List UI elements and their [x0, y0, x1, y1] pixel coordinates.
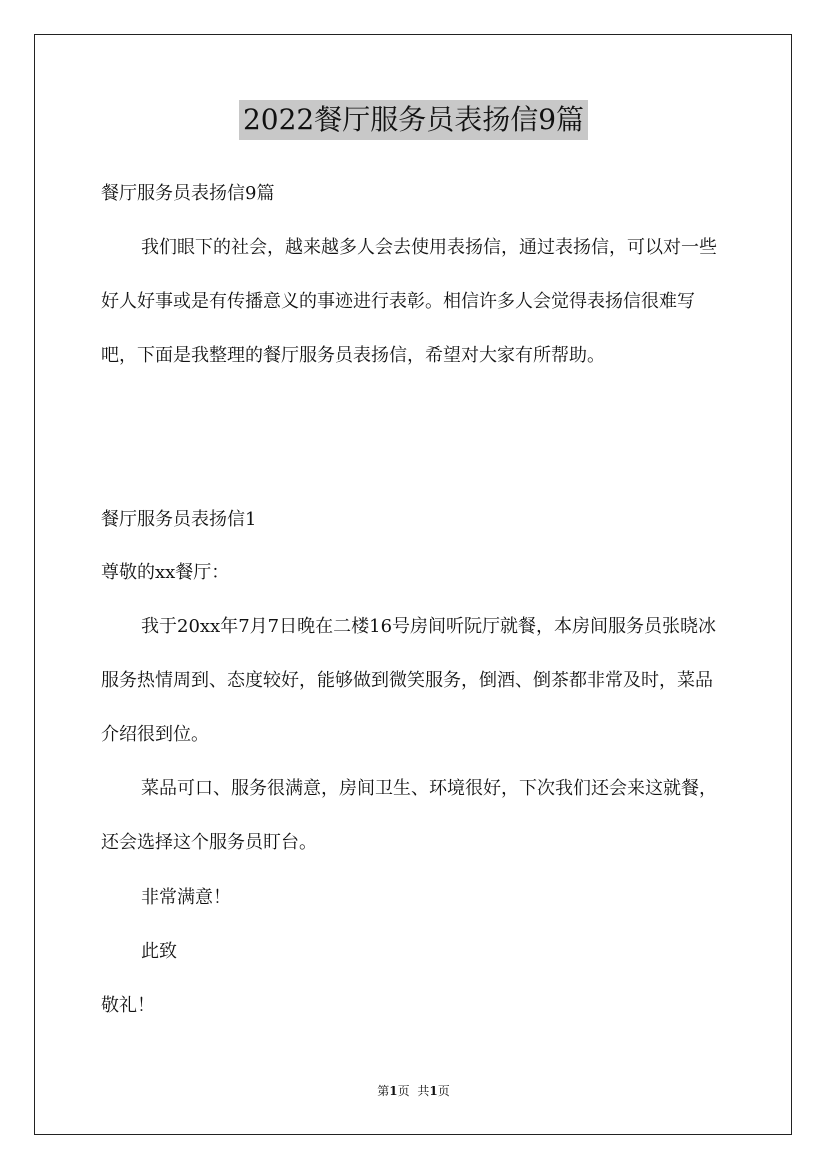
title-container	[0, 100, 827, 140]
body-paragraph-2: 菜品可口、服务很满意，房间卫生、环境很好，下次我们还会来这就餐，还会选择这个服务员盯台。	[101, 778, 717, 853]
letter-heading: 餐厅服务员表扬信1	[101, 509, 257, 530]
intro-paragraph: 我们眼下的社会，越来越多人会去使用表扬信，通过表扬信，可以对一些好人好事或是有传播意义的事迹进行表彰。相信许多人会觉得表扬信很难写吧，下面是我整理的餐厅服务员表扬信，希望对大家有所帮助。	[101, 237, 717, 366]
page-footer	[0, 1082, 827, 1100]
body-paragraph-3: 非常满意！	[141, 887, 231, 908]
total-pages: 1	[429, 1084, 438, 1098]
total-prefix: 共	[417, 1084, 430, 1098]
page-prefix: 第	[377, 1084, 390, 1098]
document-title: 2022餐厅服务员表扬信9篇	[239, 100, 588, 140]
page-number: 1	[389, 1084, 398, 1098]
body-paragraph-1: 我于20xx年7月7日晚在二楼16号房间听阮厅就餐，本房间服务员张晓冰服务热情周到、态度较好，能够做到微笑服务，倒酒、倒茶都非常及时，菜品介绍很到位。	[101, 616, 717, 745]
total-suffix: 页	[437, 1084, 450, 1098]
document-subtitle: 餐厅服务员表扬信9篇	[101, 183, 275, 204]
salutation: 尊敬的xx餐厅：	[101, 562, 230, 583]
closing-line-1: 此致	[141, 941, 177, 962]
page-suffix: 页	[397, 1084, 410, 1098]
closing-line-2: 敬礼！	[101, 995, 155, 1016]
